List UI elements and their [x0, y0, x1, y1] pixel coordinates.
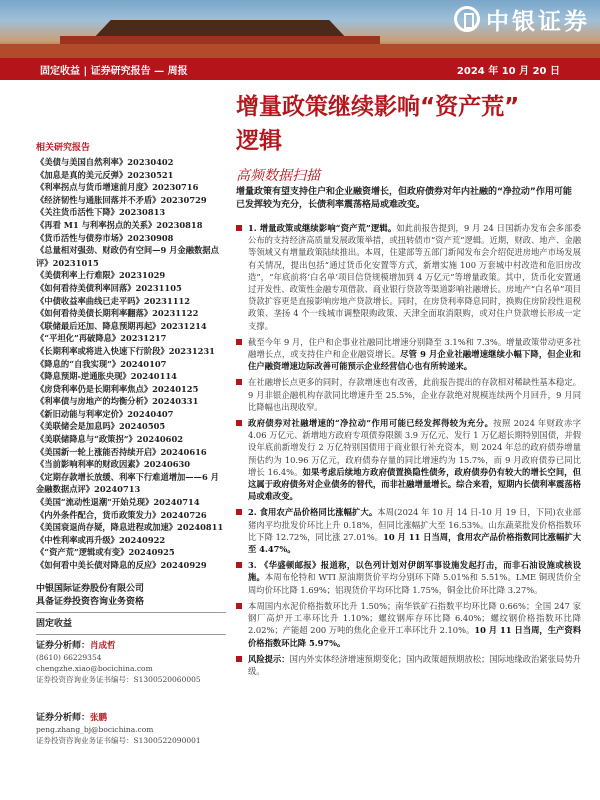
related-list: [36, 156, 226, 572]
paragraph-lead: 风险提示：: [248, 653, 290, 664]
related-report-item[interactable]: 《如何看中美长债对降息的反应》20240929: [36, 560, 207, 570]
related-report-item[interactable]: 《当前影响利率的财政因素》20240630: [36, 459, 191, 470]
related-report-item[interactable]: 《再看 M1 与利率拐点的关系》20230818: [36, 219, 203, 230]
square-bullet-icon: [236, 339, 242, 345]
page-subtitle: 高频数据扫描: [236, 168, 320, 184]
body-paragraph: [236, 600, 581, 649]
related-report-item[interactable]: 《美国衰退尚存疑，降息进程或加速》20240811: [36, 522, 224, 533]
related-report-item[interactable]: 《降息预期-逆通胀央现》20240114: [36, 371, 177, 382]
paragraph-lead: 2. 食用农产品价格同比涨幅扩大。: [248, 507, 378, 518]
related-report-item[interactable]: 《美联储会是加息吗》20240505: [36, 421, 166, 432]
related-report-item[interactable]: 《“资产荒”逻辑或有变》20240925: [36, 547, 175, 558]
analyst-2-email: peng.zhang_bj@bocichina.com: [36, 725, 154, 734]
report-summary: 增量政策有望支持住户和企业融资增长，但政府债券对年内社融的“净拉动”作用可能已发挥较为充分，长债利率震荡格局或难改变。: [236, 187, 572, 210]
related-report-item[interactable]: 《中债收益率曲线已走平吗》20231112: [36, 295, 191, 306]
related-report-item[interactable]: 《货币活性与债券市场》20230908: [36, 232, 174, 243]
paragraph-lead: 3. 《华盛顿邮报》报道称，以色列计划对伊朗军事设施发起打击，而非石油设施或核设施。: [248, 560, 581, 583]
analyst-2: [36, 712, 226, 746]
paragraph-text: 在社融增长点更多的同时，存款增速也有改善，此前报告提出的存款相对稀缺性基本稳定。9 月非银企融机构存款同比增速升至 25.5%，企业存款绝对规模连续两个月回升，9 月同比降幅也出现收窄。: [248, 377, 581, 412]
divider: [36, 612, 226, 613]
related-report-item[interactable]: 《房贷利率仍是长期利率焦点》20240125: [36, 383, 199, 394]
related-report-item[interactable]: 《降息的“自我实现”》20240107: [36, 358, 167, 369]
title-line-1: 增量政策继续影响“资产荒”: [236, 94, 520, 120]
body-paragraph: [236, 653, 581, 677]
section-label: 固定收益: [36, 619, 73, 629]
related-reports: [36, 140, 226, 572]
company-name: 中银国际证券股份有限公司: [36, 584, 145, 594]
page-title: [236, 90, 586, 158]
square-bullet-icon: [236, 562, 242, 568]
company-qualification: 具备证券投资咨询业务资格: [36, 597, 145, 607]
analyst-1-label: 证券分析师：: [36, 641, 91, 651]
related-report-item[interactable]: 《总量相对强劲、财政仍有空间—9 月金融数据点评》20231015: [36, 245, 219, 268]
related-report-item[interactable]: 《联储最后还加、降息预期再起》20231214: [36, 320, 207, 331]
related-report-item[interactable]: 《美联储降息与“政策拐”》20240602: [36, 434, 183, 445]
related-report-item[interactable]: 《美债与美国自然利率》20230402: [36, 157, 174, 167]
body-paragraph: [236, 222, 581, 332]
related-report-item[interactable]: 《“平坦化”再破降息》20231217: [36, 333, 167, 344]
related-report-item[interactable]: 《长期利率或将进入快速下行阶段》20231231: [36, 345, 215, 356]
company-info: [36, 583, 226, 609]
divider: [36, 634, 226, 635]
related-report-item[interactable]: 《美国新一轮上涨能否持续开启》20240616: [36, 446, 207, 457]
paragraph-text: 本周(2024 年 10 月 14 日-10 月 19 日，下同)农业部猪肉平均批发价环比上升 0.18%，但同比涨幅扩大至 16.53%。山东蔬菜批发价格指数环比下降 12.72%，同比涨 27.01%。: [248, 507, 581, 542]
analyst-1-name: 肖成哲: [90, 641, 116, 651]
related-report-item[interactable]: 《中性利率或再升级》20240922: [36, 534, 166, 545]
report-type-bar: [0, 58, 600, 80]
related-report-item[interactable]: 《内外条件配合，货币政策发力》20240726: [36, 509, 207, 520]
paragraph-emphasis: 如果考虑后续地方政府债置换隐性债务，政府债券仍有较大的增长空间，但这属于政府债务对企业债务的替代，而非社融增量增长。综合来看，短期内长债利率震荡格局或难改变。: [248, 466, 581, 502]
report-body: [236, 222, 581, 681]
analyst-1-cert: 证券投资咨询业务证书编号：S1300520060005: [36, 675, 201, 684]
related-report-item[interactable]: 《美国“流动性退潮”开始兑现》20240714: [36, 497, 200, 508]
related-report-item[interactable]: 《定期存款增长放缓、利率下行难道增加——6 月金融数据点评》20240713: [36, 471, 219, 495]
paragraph-emphasis: 10 月 11 日当周，食用农产品价格指数同比涨幅扩大至 4.47%。: [248, 531, 581, 555]
report-date: 2024 年 10 月 20 日: [456, 65, 560, 77]
boc-logo-icon: [454, 6, 480, 32]
square-bullet-icon: [236, 379, 242, 385]
title-line-2: 逻辑: [236, 128, 282, 154]
paragraph-text: 按照 2024 年财政赤字 4.06 万亿元、新增地方政府专项债券限额 3.9 万亿元、发行 1 万亿超长期特别国债，并假设年底前新增发行 2 万亿特别国债用于商业银行补充资本，则 2024 年总的政府债券增量预估约为 10.96 万亿元，政府债券存量的同比增速约为 15.7%，而 9 月政府债券已同比增长 16.4%。: [248, 418, 581, 477]
related-report-item[interactable]: 《利率拐点与货币增速前月度》20230716: [36, 182, 199, 193]
paragraph-text: 本周布伦特和 WTI 原油期货价平均分别环下降 5.01%和 5.51%。LME 铜现货价全周均价环比降 1.69%；铝现货价平均环比降 1.75%，铜金比价环比降 3.27%。: [248, 572, 581, 595]
analyst-1: [36, 640, 226, 685]
report-type: 固定收益 | 证券研究报告 — 周报: [40, 65, 188, 77]
body-paragraph: [236, 336, 581, 373]
related-report-item[interactable]: 《经济韧性与通胀回落并不矛盾》20230729: [36, 194, 207, 205]
paragraph-lead: 政府债券对社融增速的“净拉动”作用可能已经发挥得较为充分。: [248, 418, 494, 429]
section-label-block: [36, 618, 226, 630]
body-paragraph: [236, 559, 581, 596]
related-report-item[interactable]: 《如何看待美债利率回落》20231105: [36, 282, 182, 293]
related-report-item[interactable]: 《新旧动能与利率定价》20240407: [36, 408, 174, 419]
related-report-item[interactable]: 《关注货币活性下降》20230813: [36, 207, 166, 218]
body-paragraph: [236, 506, 581, 555]
square-bullet-icon: [236, 420, 242, 426]
analyst-2-label: 证券分析师：: [36, 713, 91, 723]
square-bullet-icon: [236, 509, 242, 515]
paragraph-emphasis: 10 月 11 日当周，生产资料价格指数环比降 5.97%。: [248, 625, 581, 648]
logo-text: 中银证券: [486, 8, 590, 35]
square-bullet-icon: [236, 225, 242, 231]
related-report-item[interactable]: 《利率债与房地产的均衡分析》20240331: [36, 396, 199, 407]
palace-base-image: [0, 44, 600, 58]
paragraph-lead: 1. 增量政策或继续影响“资产荒”逻辑。: [248, 223, 397, 233]
company-logo: [454, 4, 590, 34]
paragraph-text: 如此前报告提到，9 月 24 日国新办发布会多部委公布的支持经济高质量发展政策举措，或扭转债市“资产荒”逻辑。近期，财政、地产、金融等领域又有增量政策陆续推出。本周，住建部等五部门新闻发布会介绍促进房地产市场发展有关情况，提出包括“通过货币化安置等方式，新增实施 100 万套城中村改造和危旧房改造”，“年底前将‘白名单’项目信贷规模增加到 4 万亿元”等增量政策。其中，货币化安置通过开发性、政策性金融专项借款、商业银行贷款等渠道影响社融增长。房地产“白名单”项目贷款扩容更是直接影响房地产贷款增长。同时，在房贷利率降息同时，换购住房阶段性退税政策、垄扬 4 个一线城市调整限购政策、天津全面取消限购，或对住户贷款增长形成一定支撑。: [248, 223, 581, 331]
related-report-item[interactable]: 《加息是真的美元反弹》20230521: [36, 169, 174, 180]
square-bullet-icon: [236, 656, 242, 662]
related-report-item[interactable]: 《美债利率上行难限》20231029: [36, 270, 166, 281]
body-paragraph: [236, 376, 581, 413]
paragraph-text: 国内外实体经济增速预期变化；国内政策超预期放松；国际地缘政治紧张局势升级。: [248, 653, 581, 676]
square-bullet-icon: [236, 603, 242, 609]
paragraph-text: 本周国内水泥价格指数环比升 1.50%；南华铁矿石指数平均环比降 0.66%；全国 247 家钢厂高炉开工率环比升 1.10%；螺纹钢库存环比降 6.40%；螺纹钢价格指数环比降 2.02%；产能超 200 万吨的焦化企业开工率环比升 2.10%。: [248, 600, 581, 636]
analyst-1-phone: (8610) 66229354: [36, 653, 102, 662]
analyst-2-name: 张鹏: [90, 713, 108, 723]
paragraph-emphasis: 尽管 9 月企业社融增速继续小幅下降，但企业和住户融资增速边际改善可能预示企业经营信心也有所转递来。: [248, 349, 581, 372]
header-banner: [0, 0, 600, 58]
paragraph-text: 截至今年 9 月，住户和企事业社融同比增速分别降至 3.1%和 7.3%。增量政策带动更多社融增长点，或支持住户和企业融资增长。: [248, 336, 581, 360]
analyst-2-cert: 证券投资咨询业务证书编号：S1300522090001: [36, 736, 201, 745]
related-report-item[interactable]: 《如何看待美债长期利率翻落》20231122: [36, 308, 199, 319]
analyst-1-email: chengzhe.xiao@bocichina.com: [36, 664, 153, 673]
related-heading: 相关研究报告: [36, 143, 91, 153]
body-paragraph: [236, 417, 581, 502]
